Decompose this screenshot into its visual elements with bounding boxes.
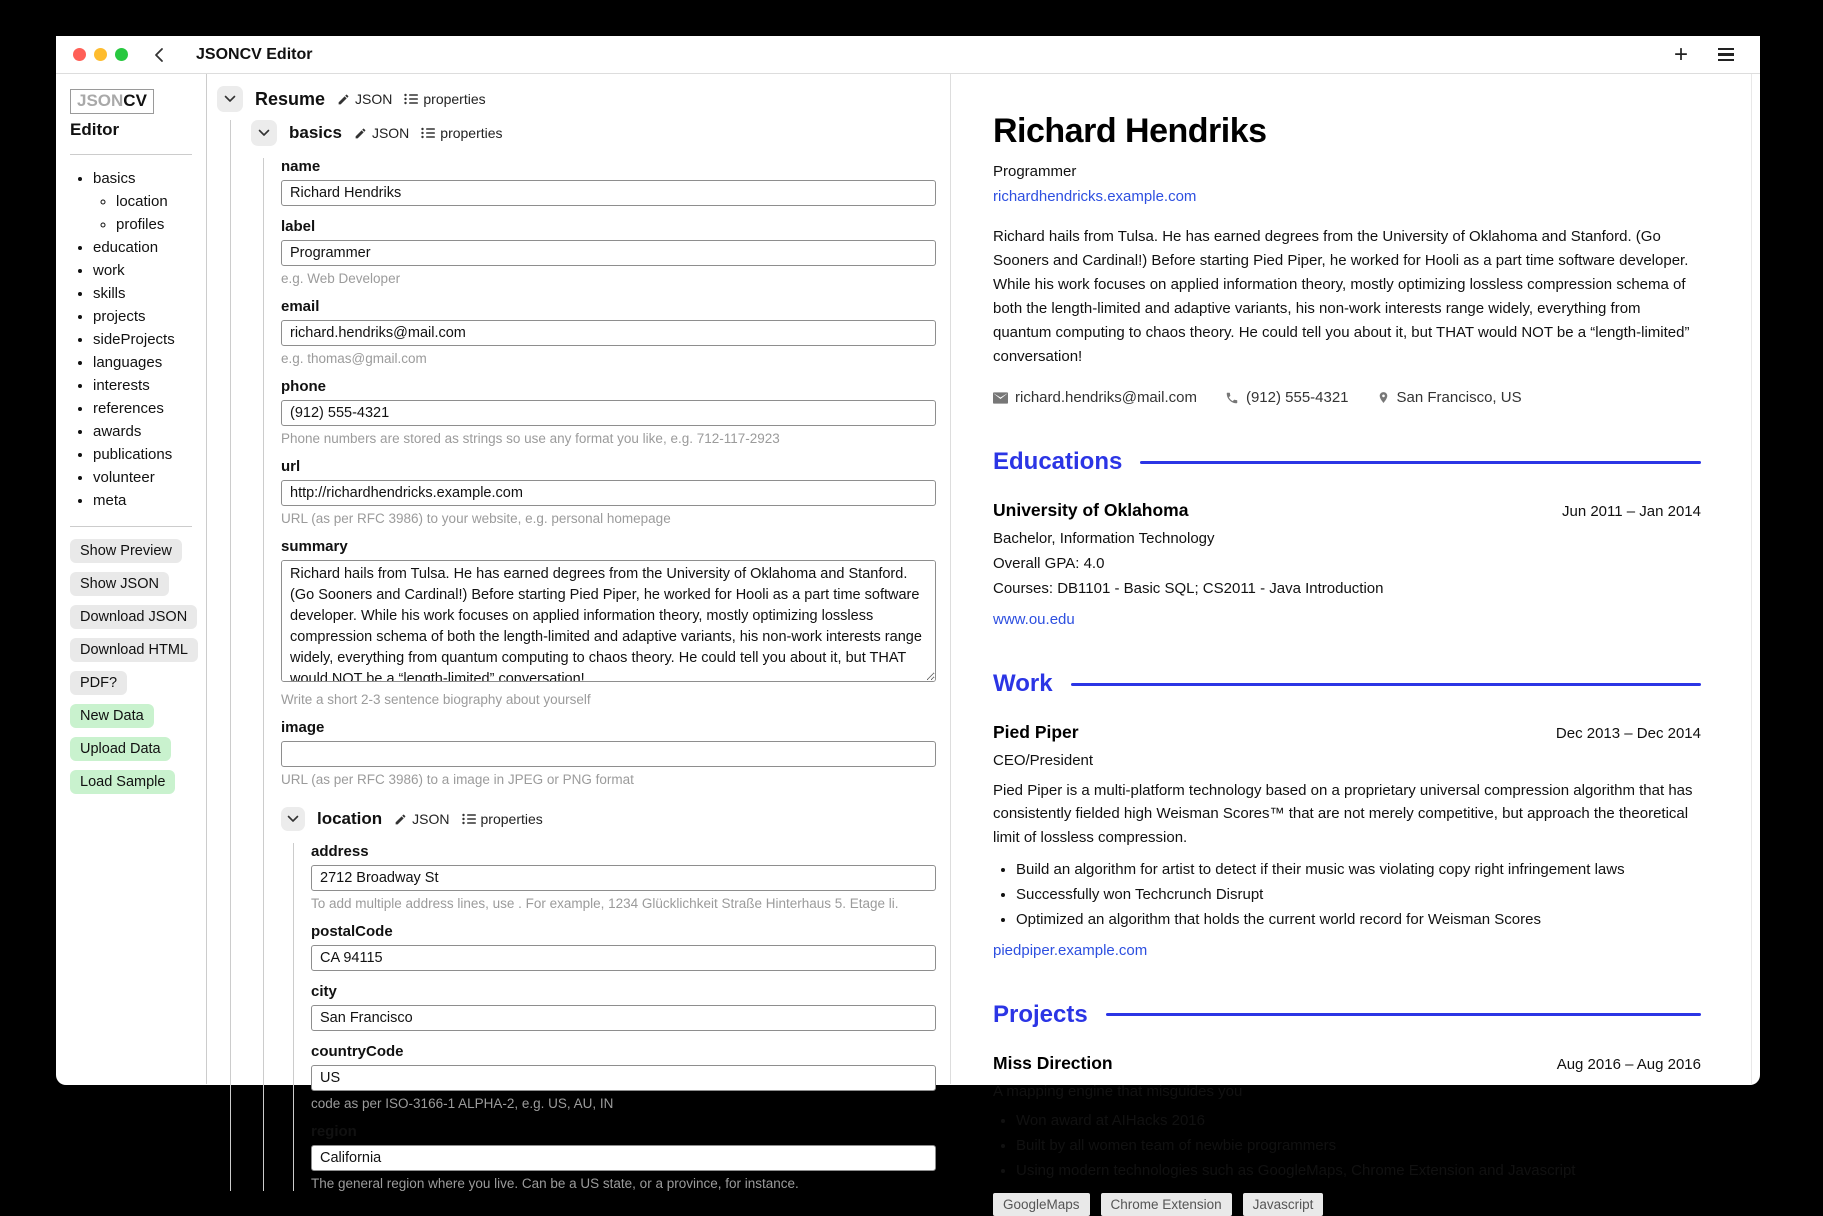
field-countrycode: countryCode US code as per ISO-3166-1 ALPHA-2, e.g. US, AU, IN — [311, 1043, 936, 1111]
new-data-button[interactable]: New Data — [70, 704, 154, 728]
educations-heading: Educations — [993, 448, 1123, 475]
basics-properties-action[interactable]: properties — [421, 125, 502, 141]
jsoncv-logo: JSONCV — [70, 89, 154, 114]
project-highlight: • Won award at AIHacks 2016 — [1016, 1112, 1701, 1129]
field-hint: The general region where you live. Can be a US state, or a province, for instance. — [311, 1176, 799, 1191]
map-pin-icon — [1377, 390, 1390, 405]
educations-section — [993, 448, 1701, 628]
project-highlight: • Built by all women team of newbie programmers — [1016, 1137, 1701, 1154]
sidebar-item-awards[interactable]: • awards — [93, 420, 206, 443]
sidebar — [56, 74, 207, 1084]
field-hint: e.g. Web Developer — [281, 271, 401, 286]
sidebar-item-location[interactable]: ◦ location — [116, 190, 206, 213]
plus-icon: + — [1673, 40, 1688, 68]
projects-heading: Projects — [993, 1000, 1088, 1028]
work-highlight: • Optimized an algorithm that holds the current world record for Weisman Scores — [1016, 911, 1701, 928]
new-tab-button[interactable] — [1673, 40, 1688, 68]
field-hint: To add multiple address lines, use . For example, 1234 Glücklichkeit Straße Hinterhaus 5. Etage li. — [311, 896, 899, 911]
work-position: CEO/President — [993, 752, 1094, 769]
resume-preview-panel — [951, 74, 1752, 1212]
chevron-down-icon — [224, 95, 236, 103]
preview-website-link[interactable]: richardhendricks.example.com — [993, 188, 1197, 205]
summary-textarea[interactable] — [281, 560, 936, 682]
pdf-button[interactable]: PDF? — [70, 671, 127, 695]
field-label: label Programmer e.g. Web Developer — [281, 218, 936, 286]
field-postalcode: postalCode CA 94115 — [311, 923, 936, 971]
work-dates: Dec 2013 – Dec 2014 — [1555, 725, 1701, 742]
show-json-button[interactable]: Show JSON — [70, 572, 169, 596]
education-dates: Jun 2011 – Jan 2014 — [1561, 503, 1701, 520]
field-address: address 2712 Broadway St To add multiple address lines, use . For example, 1234 Glücklichkeit Straße Hinterhaus 5. Etage li. — [311, 843, 936, 911]
tag: Chrome Extension — [1101, 1193, 1232, 1216]
phone-icon — [1225, 391, 1239, 405]
education-courses: Courses: DB1101 - Basic SQL; CS2011 - Java Introduction — [993, 580, 1384, 597]
projects-section — [993, 1001, 1701, 1216]
work-highlight: • Successfully won Techcrunch Disrupt — [1016, 886, 1701, 903]
project-highlight: • Using modern technologies such as GoogleMaps, Chrome Extension and Javascript — [1016, 1162, 1701, 1179]
tag: GoogleMaps — [993, 1193, 1090, 1216]
sidebar-item-publications[interactable]: • publications — [93, 443, 206, 466]
download-html-button[interactable]: Download HTML — [70, 638, 198, 662]
sidebar-item-education[interactable]: • education — [93, 236, 206, 259]
resume-properties-action[interactable]: properties — [404, 91, 485, 107]
city-input[interactable] — [311, 1005, 936, 1031]
resume-json-action[interactable]: JSON — [337, 91, 392, 107]
image-input[interactable] — [281, 741, 936, 767]
sidebar-item-skills[interactable]: • skills — [93, 282, 206, 305]
properties-list-icon — [421, 127, 435, 139]
field-hint: Write a short 2-3 sentence biography about yourself — [281, 692, 591, 707]
contact-phone: (912) 555-4321 — [1225, 389, 1349, 406]
location-properties-action[interactable]: properties — [462, 811, 543, 827]
postalcode-input[interactable] — [311, 945, 936, 971]
section-rule — [1140, 461, 1701, 464]
field-url: url http://richardhendricks.example.com URL (as per RFC 3986) to your website, e.g. personal homepage — [281, 458, 936, 526]
chevron-left-icon — [152, 47, 166, 63]
sidebar-item-sideprojects[interactable]: • sideProjects — [93, 328, 206, 351]
resume-section-title: Resume — [255, 88, 326, 109]
chevron-down-icon — [287, 815, 299, 823]
field-hint: Phone numbers are stored as strings so use any format you like, e.g. 712-117-2923 — [281, 431, 780, 446]
basics-json-action[interactable]: JSON — [354, 125, 409, 141]
traffic-lights — [73, 48, 128, 61]
education-gpa: Overall GPA: 4.0 — [993, 555, 1105, 572]
sidebar-divider — [70, 526, 192, 527]
work-heading: Work — [993, 670, 1053, 697]
region-input[interactable] — [311, 1145, 936, 1171]
work-description: Pied Piper is a multi-platform technology based on a proprietary universal compression algorithm that has consistently fielded high Weisman Scores™ that are not merely competitive, but approach the theoretical limit of lossless compression. — [993, 782, 1693, 846]
project-description: A mapping engine that misguides you — [993, 1082, 1243, 1100]
collapse-resume-button[interactable] — [217, 86, 243, 112]
download-json-button[interactable]: Download JSON — [70, 605, 197, 629]
basics-section-title: basics — [289, 123, 342, 142]
url-input[interactable] — [281, 480, 936, 506]
chevron-down-icon — [258, 129, 270, 137]
logo-subtitle: Editor — [70, 120, 120, 139]
section-rule — [1106, 1013, 1701, 1016]
field-region: region California The general region where you live. Can be a US state, or a province, for instance. — [311, 1123, 936, 1191]
tag: Javascript — [1243, 1193, 1324, 1216]
field-image: image URL (as per RFC 3986) to a image in JPEG or PNG format — [281, 719, 936, 787]
resume-section-body — [230, 120, 936, 1191]
field-hint: code as per ISO-3166-1 ALPHA-2, e.g. US, AU, IN — [311, 1096, 614, 1111]
phone-input[interactable] — [281, 400, 936, 426]
sidebar-item-meta[interactable]: • meta — [93, 489, 206, 512]
minimize-window-button[interactable] — [94, 48, 107, 61]
preview-summary: Richard hails from Tulsa. He has earned degrees from the University of Oklahoma and Stanford. (Go Sooners and Cardinal!) Before starting Pied Piper, he worked for Hooli as a part time software developer. While his work focuses on applied information theory, mostly optimizing lossless compression schema of both the length-limited and adaptive variants, his non-work interests range widely, everything from quantum computing to chaos theory. He could tell you about it, but THAT would NOT be a “length-limited” conversation! — [993, 228, 1690, 365]
collapse-basics-button[interactable] — [251, 120, 277, 146]
zoom-window-button[interactable] — [115, 48, 128, 61]
preview-job-label: Programmer — [993, 163, 1077, 180]
field-hint: URL (as per RFC 3986) to your website, e.g. personal homepage — [281, 511, 671, 526]
education-link[interactable]: www.ou.edu — [993, 611, 1075, 628]
close-window-button[interactable] — [73, 48, 86, 61]
contact-location: San Francisco, US — [1377, 389, 1522, 406]
countrycode-input[interactable] — [311, 1065, 936, 1091]
sidebar-item-languages[interactable]: • languages — [93, 351, 206, 374]
sidebar-divider — [70, 154, 192, 155]
preview-contact-row — [993, 389, 1701, 406]
sidebar-item-volunteer[interactable]: • volunteer — [93, 466, 206, 489]
sidebar-item-profiles[interactable]: ◦ profiles — [116, 213, 206, 236]
field-email: email richard.hendriks@mail.com e.g. thomas@gmail.com — [281, 298, 936, 366]
field-city: city San Francisco — [311, 983, 936, 1031]
pencil-icon — [354, 127, 367, 140]
work-section — [993, 670, 1701, 959]
menu-button[interactable] — [1718, 48, 1734, 62]
education-institution: University of Oklahoma — [993, 500, 1189, 520]
titlebar — [56, 36, 1760, 74]
project-highlights — [993, 1112, 1701, 1179]
address-input[interactable] — [311, 865, 936, 891]
sidebar-item-basics[interactable]: • basics — [93, 167, 206, 190]
sidebar-item-work[interactable]: • work — [93, 259, 206, 282]
pencil-icon — [337, 93, 350, 106]
editor-panel — [207, 74, 951, 1191]
project-dates: Aug 2016 – Aug 2016 — [1556, 1055, 1701, 1073]
sidebar-item-references[interactable]: • references — [93, 397, 206, 420]
basics-section-body — [263, 158, 936, 1191]
load-sample-button[interactable]: Load Sample — [70, 770, 175, 794]
location-section-body — [293, 843, 936, 1191]
education-degree: Bachelor, Information Technology — [993, 530, 1215, 547]
work-company: Pied Piper — [993, 722, 1079, 742]
sidebar-item-interests[interactable]: • interests — [93, 374, 206, 397]
contact-email: richard.hendriks@mail.com — [993, 389, 1197, 406]
project-tags — [993, 1193, 1701, 1216]
work-highlight: • Build an algorithm for artist to detect if their music was violating copy right infringement laws — [1016, 861, 1701, 878]
collapse-location-button[interactable] — [281, 807, 305, 831]
app-window — [56, 36, 1760, 1212]
field-phone: phone (912) 555-4321 Phone numbers are stored as strings so use any format you like, e.g. 712-117-2923 — [281, 378, 936, 446]
project-name: Miss Direction — [993, 1052, 1113, 1073]
back-button[interactable] — [152, 47, 166, 63]
sidebar-item-projects[interactable]: • projects — [93, 305, 206, 328]
label-input[interactable] — [281, 240, 936, 266]
upload-data-button[interactable]: Upload Data — [70, 737, 171, 761]
field-hint: URL (as per RFC 3986) to a image in JPEG or PNG format — [281, 772, 634, 787]
work-link[interactable]: piedpiper.example.com — [993, 941, 1148, 959]
location-section-title: location — [317, 809, 383, 828]
properties-list-icon — [404, 93, 418, 105]
field-hint: e.g. thomas@gmail.com — [281, 351, 427, 366]
field-name: name Richard Hendriks — [281, 158, 936, 206]
window-title: JSONCV Editor — [196, 45, 313, 63]
name-input[interactable] — [281, 180, 936, 206]
preview-name: Richard Hendriks — [993, 112, 1267, 150]
envelope-icon — [993, 392, 1008, 404]
pencil-icon — [394, 813, 407, 826]
hamburger-icon — [1718, 48, 1734, 50]
work-highlights — [993, 861, 1701, 928]
properties-list-icon — [462, 813, 476, 825]
show-preview-button[interactable]: Show Preview — [70, 539, 182, 563]
location-json-action[interactable]: JSON — [394, 811, 449, 827]
email-input[interactable] — [281, 320, 936, 346]
sidebar-actions — [70, 539, 206, 794]
field-summary: summary Richard hails from Tulsa. He has earned degrees from the University of Oklahoma and Stanford. (Go Sooners and Cardinal!) Before starting Pied Piper, he worked for Hooli as a part time software developer. While his work focuses on applied information theory, mostly optimizing lossless compression schema of both the length-limited and adaptive variants, his non-work interests range widely, everything from quantum computing to chaos theory. He could tell you about it, but THAT would NOT be a “length-limited” conversation! Write a short 2-3 sentence biography about yourself — [281, 538, 936, 707]
section-rule — [1071, 683, 1701, 686]
sidebar-nav — [70, 167, 206, 512]
